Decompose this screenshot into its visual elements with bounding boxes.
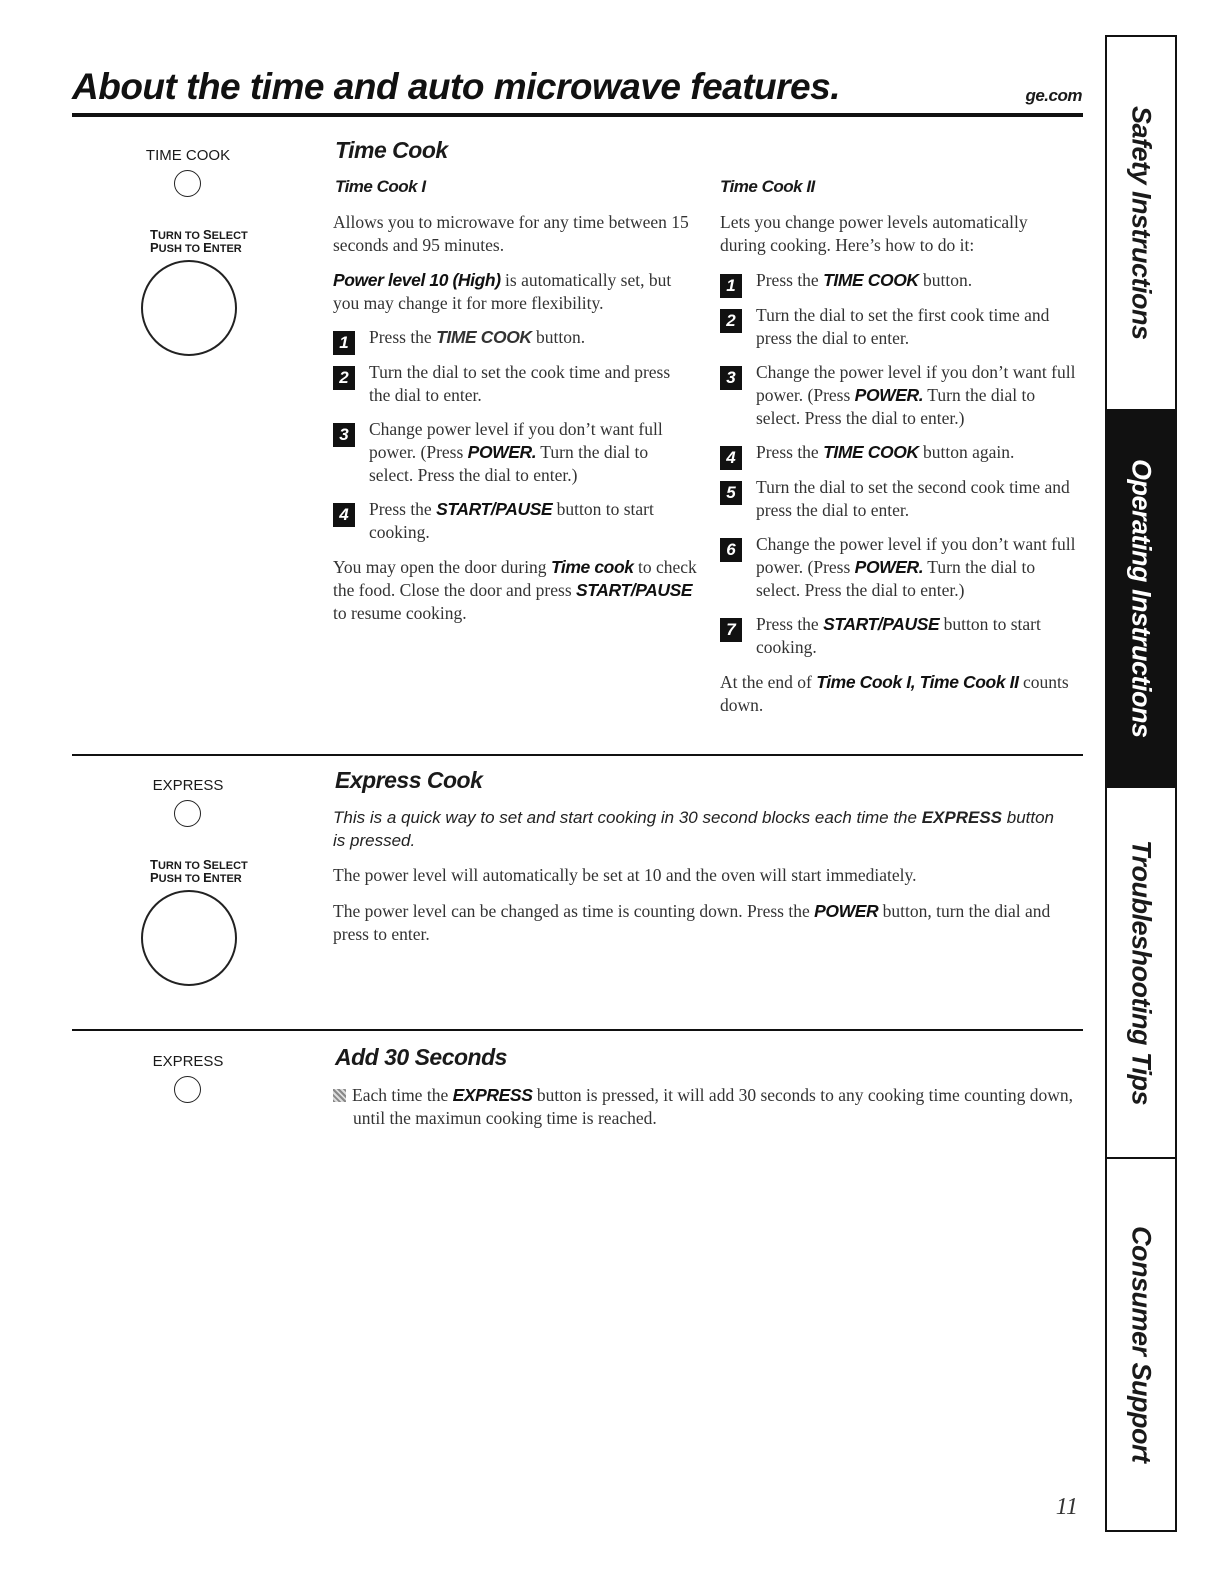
express-cook-paragraph: The power level will automatically be set at 10 and the oven will start immediately. <box>333 865 917 885</box>
time-cook-2-step: 1 Press the TIME COOK button. <box>720 269 1080 292</box>
express-label: EXPRESS <box>152 1053 224 1070</box>
dial-knob-icon <box>141 890 237 986</box>
time-cook-title: Time Cook <box>335 137 448 163</box>
turn-to-select-label: TURN TO SELECT <box>150 227 248 242</box>
express-button-icon <box>174 1076 201 1103</box>
time-cook-2-step: 5 Turn the dial to set the second cook time and press the dial to enter. <box>720 476 1080 522</box>
express-cook-paragraph: The power level can be changed as time is counting down. Press the POWER button, turn the dial and press to enter. <box>333 901 1051 944</box>
push-to-enter-label: PUSH TO ENTER <box>150 870 242 885</box>
section-divider <box>72 1029 1083 1031</box>
tab-safety-instructions[interactable]: Safety Instructions <box>1126 106 1157 340</box>
add-30-seconds-text: Each time the EXPRESS button is pressed, it will add 30 seconds to any cooking time counting down, until the maximun cooking time is reached. <box>333 1084 1073 1130</box>
header-rule <box>72 113 1083 117</box>
time-cook-2-end-note: At the end of Time Cook I, Time Cook II counts down. <box>720 672 1069 715</box>
time-cook-label: TIME COOK <box>145 147 231 164</box>
site-link[interactable]: ge.com <box>1025 86 1082 105</box>
push-to-enter-label: PUSH TO ENTER <box>150 240 242 255</box>
time-cook-1-door-note: You may open the door during Time cook to check the food. Close the door and press START/PAUSE to resume cooking. <box>333 557 697 623</box>
page-number: 11 <box>1055 1494 1078 1520</box>
turn-to-select-label: TURN TO SELECT <box>150 857 248 872</box>
page-title: About the time and auto microwave features. <box>72 66 840 107</box>
time-cook-1-subtitle: Time Cook I <box>335 177 426 196</box>
bullet-icon <box>333 1089 346 1102</box>
section-divider <box>72 754 1083 756</box>
time-cook-2-step: 3 Change the power level if you don’t want full power. (Press POWER. Turn the dial to select. Press the dial to enter.) <box>720 361 1080 430</box>
express-cook-intro: This is a quick way to set and start cooking in 30 second blocks each time the EXPRESS button is pressed. <box>333 808 1055 850</box>
time-cook-1-step: 2 Turn the dial to set the cook time and press the dial to enter. <box>333 361 693 407</box>
time-cook-1-power-note: Power level 10 (High) is automatically set, but you may change it for more flexibility. <box>333 270 672 313</box>
time-cook-1-intro: Allows you to microwave for any time between 15 seconds and 95 minutes. <box>333 212 689 255</box>
time-cook-1-step: 1 Press the TIME COOK button. <box>333 326 693 349</box>
side-tab-bar <box>1105 35 1177 1532</box>
time-cook-2-step: 6 Change the power level if you don’t want full power. (Press POWER. Turn the dial to select. Press the dial to enter.) <box>720 533 1080 602</box>
time-cook-1-step: 4 Press the START/PAUSE button to start cooking. <box>333 498 693 544</box>
tab-troubleshooting-tips[interactable]: Troubleshooting Tips <box>1126 840 1157 1105</box>
time-cook-1-step: 3 Change power level if you don’t want full power. (Press POWER. Turn the dial to select. Press the dial to enter.) <box>333 418 693 487</box>
time-cook-2-step: 2 Turn the dial to set the first cook time and press the dial to enter. <box>720 304 1080 350</box>
tab-operating-instructions[interactable]: Operating Instructions <box>1107 411 1175 786</box>
express-button-icon <box>174 800 201 827</box>
time-cook-2-subtitle: Time Cook II <box>720 177 815 196</box>
time-cook-button-icon <box>174 170 201 197</box>
dial-knob-icon <box>141 260 237 356</box>
express-cook-title: Express Cook <box>335 767 483 793</box>
add-30-seconds-title: Add 30 Seconds <box>335 1044 507 1070</box>
time-cook-2-intro: Lets you change power levels automatically during cooking. Here’s how to do it: <box>720 212 1028 255</box>
time-cook-2-step: 7 Press the START/PAUSE button to start cooking. <box>720 613 1080 659</box>
time-cook-2-step: 4 Press the TIME COOK button again. <box>720 441 1080 464</box>
express-label: EXPRESS <box>152 777 224 794</box>
tab-consumer-support[interactable]: Consumer Support <box>1126 1226 1157 1463</box>
